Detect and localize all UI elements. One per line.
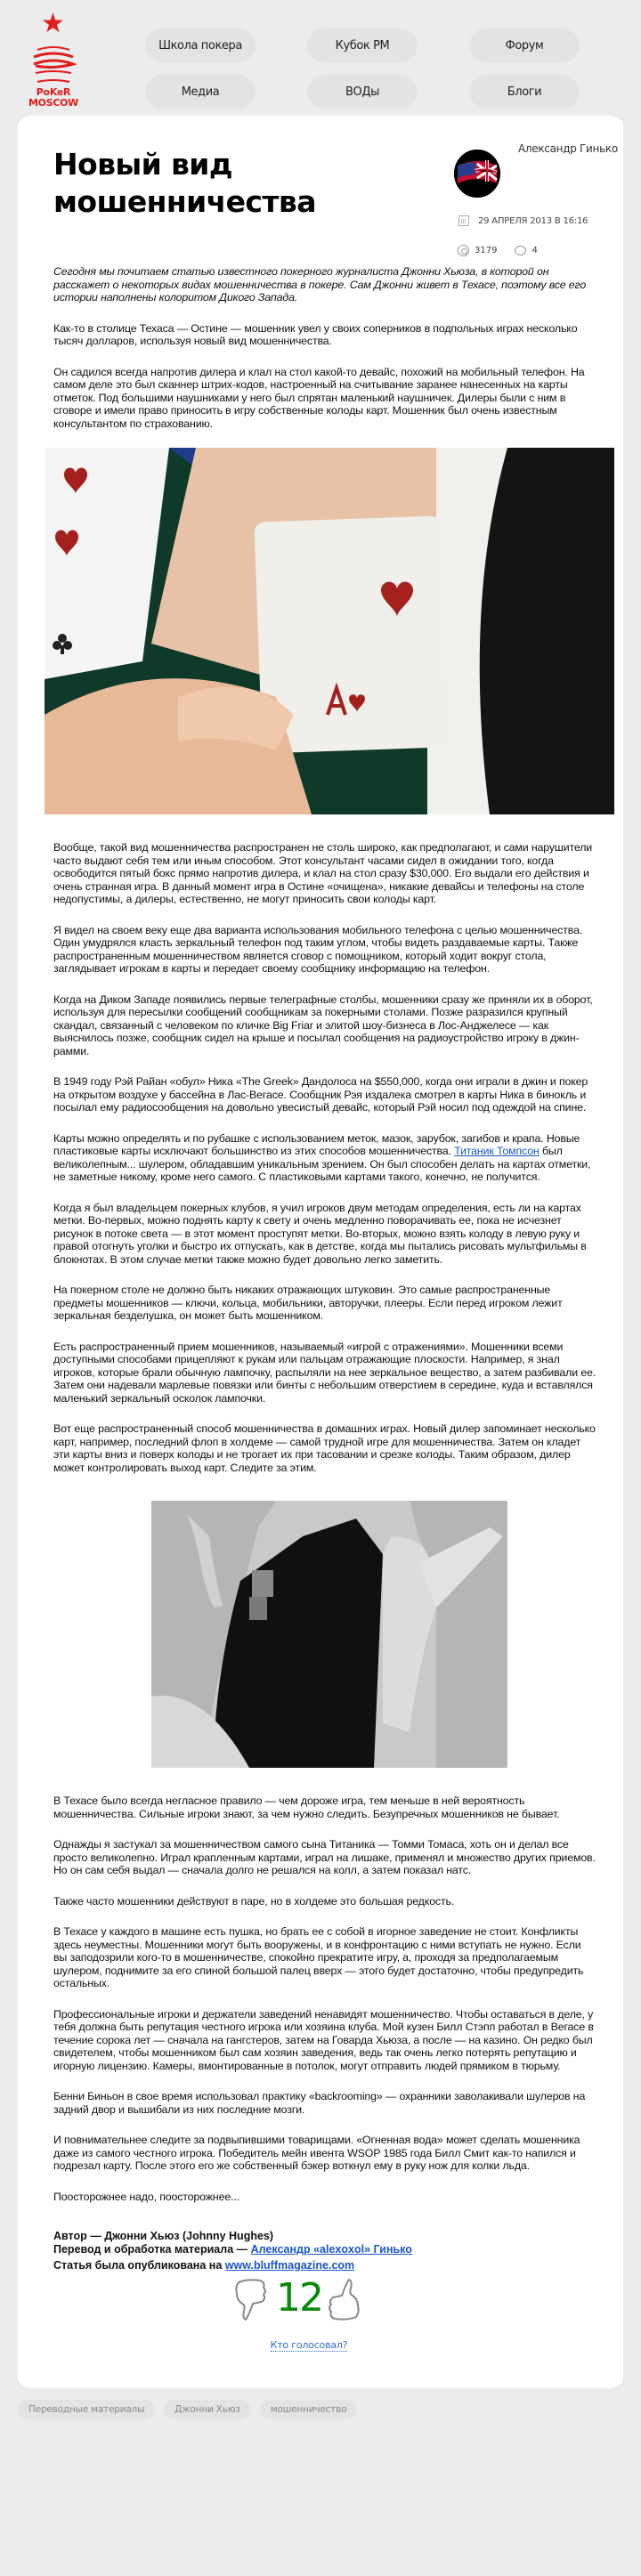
article-body-middle — [53, 841, 596, 1474]
article-body — [53, 265, 596, 430]
article-lead: Сегодня мы почитаем статью известного покерного журналиста Джонни Хьюза, в которой он расскажет о некоторых видах мошенничества в покере. Сам Джонни живет в Техасе, поэтому все его истории наполнены колоритом Дикого Запада. — [53, 265, 587, 304]
author-avatar[interactable] — [454, 150, 500, 198]
translator-link[interactable]: Александр «alexoxol» Гинько — [250, 2243, 412, 2256]
paragraph: Когда на Диком Западе появились первые телеграфные столбы, мошенники сразу же приняли их в оборот, используя для пересылки сообщений сообщникам за покерными столами. Позже разразился крупный скандал, связанный с человеком по кличке Big Friar и элитой шоу-бизнеса в Лос-Анджелесе — как выяснилось позже, сообщник сидел на крыше и посылал сообщения на радиоустройство игроку в джин-рамми. — [53, 992, 593, 1057]
logo-text-line2: MOSCOW — [28, 97, 78, 109]
nav-blogs[interactable]: Блоги — [469, 75, 580, 109]
comments-count[interactable]: 4 — [531, 246, 538, 255]
tag[interactable]: мошенничество — [260, 2400, 358, 2419]
author-name[interactable]: Александр Гинько — [518, 142, 618, 155]
source-link[interactable]: www.bluffmagazine.com — [224, 2259, 355, 2272]
publish-date — [458, 215, 588, 226]
paragraph: Также часто мошенники действуют в паре, но в холдеме это большая редкость. — [53, 1894, 455, 1908]
author-credit: Автор — Джонни Хьюз (Johnny Hughes) — [53, 2230, 274, 2242]
article-credits — [53, 2230, 588, 2272]
star-icon: ★ — [41, 8, 65, 39]
nav-vods[interactable]: ВОДы — [307, 75, 418, 109]
paragraph: Поосторожнее надо, поосторожнее... — [53, 2190, 239, 2203]
article-image-ace-in-sleeve — [45, 448, 614, 814]
paragraph: В Техасе было всегда негласное правило — чем дороже игра, тем меньше в ней вероятность мошенничества. Сильные игроки знают, за чем нужно следить. Безупречных мошенников не бывает. — [53, 1794, 560, 1820]
paragraph: Вот еще распространенный способ мошенничества в домашних играх. Новый дилер запоминает несколько карт, например, последний флоп в холдеме — самой трудной игре для мошенничества. Затем он кладет эти карты вниз и поверх колоды и не трогает их при тасовании и срезке колоды. Таким образом, дилер может контролировать выход карт. Следите за этим. — [53, 1422, 596, 1474]
titanic-thompson-link[interactable]: Титаник Томпсон — [454, 1145, 540, 1157]
tag[interactable]: Джонни Хьюз — [164, 2400, 251, 2419]
who-voted-row — [53, 2337, 588, 2353]
paragraph: Вообще, такой вид мошенничества распространен не столь широко, как предполагают, и сами нарушители часто выдают себя тем или иным способом. Этот консультант часами сидел в ожидании того, когда освободится пятый бокс прямо напротив дилера, и клал на стол сразу $30,000. Его выдали его действия и очень странная игра. В данный момент игра в Остине «очищена», никакие девайсы и телефоны на столе недопустимы, а дилеры, естественно, не могут приносить свои колоды карт. — [53, 841, 593, 905]
views-count: 3179 — [475, 246, 498, 255]
flag-icon — [454, 150, 500, 198]
paragraph: В Техасе у каждого в машине есть пушка, но брать ее с собой в игорное заведение не стоит. Конфликты здесь неуместны. Мошенники могут быть вооружены, и в конфронтацию с ними вступать не нужно. Если вы заподозрили кого-то в мошенничестве, спокойно прекратите игру, а, проходя за предполагаемым шулером, поднимите за его спиной большой палец вверх — этого будет достаточно, чтобы предупредить остальных. — [53, 1925, 584, 1989]
voting-widget — [53, 2276, 588, 2326]
article-header — [53, 142, 618, 265]
paragraph: Однажды я застукал за мошенничеством самого сына Титаника — Томми Томаса, хоть он и делал все просто великолепно. Играл крапленным картами, играл на лишаке, применял и множество других приемов. Но он сам себя выдал — сначала долго не решался на колл, а затем показал натс. — [53, 1838, 596, 1876]
paragraph: Он садился всегда напротив дилера и клал на стол какой-то девайс, похожий на мобильный телефон. На самом деле это был сканнер штрих-кодов, настроенный на считывание заранее нанесенных на карты отметок. Под большими наушниками у него был спрятан маленький наушничек. Дилеры были с ним в сговоре и имели право приносить в игру собственные колоды карт. Мошенник был очень известным консультантом по страхованию. — [53, 365, 585, 430]
published-prefix: Статья была опубликована на — [53, 2259, 225, 2272]
article-image-cards-hidden — [151, 1501, 507, 1768]
nav-cup[interactable]: Кубок PM — [307, 28, 418, 62]
article-stats — [458, 245, 543, 256]
paragraph: Бенни Биньон в свое время использовал практику «backrooming» — охранники заволакивали шулеров на задний двор и вышибали из них последние мозги. — [53, 2090, 586, 2116]
paragraph-marked-cards — [53, 1132, 596, 1184]
paragraph: И повнимательнее следите за подвыпившими товарищами. «Огненная вода» может сделать мошенника даже из самого честного игрока. Победитель мейн ивента WSOP 1985 года Билл Смит как-то напился и подрезал карту. После этого его же собственный бэкер воткнул ему в руку нож для колки льда. — [53, 2134, 580, 2172]
site-header — [0, 0, 641, 116]
paragraph: В 1949 году Рэй Райан «обул» Ника «The Greek» Дандолоса на $550,000, когда они играли в джин и покер на открытом воздухе у бассейна в Лас-Вегасе. Сообщник Рэя издалека смотрел в карты Ника в бинокль и посылал ему радиосообщения на довольно увесистый девайс, который Рэй носил под одеждой на спине. — [53, 1075, 588, 1114]
marked-cards-text-before: Карты можно определять и по рубашке с использованием меток, мазок, зарубок, загибов и крапа. Новые пластиковые карты исключают большинство из этих способов мошенничества. — [53, 1131, 580, 1157]
logo-rings-icon — [30, 46, 77, 85]
vote-score: 12 — [276, 2275, 322, 2321]
paragraph: Как-то в столице Техаса — Остине — мошенник увел у своих соперников в подпольных играх несколько тысяч долларов, используя новый вид мошенничества. — [53, 321, 578, 347]
paragraph: Есть распространенный прием мошенников, называемый «игрой с отражениями». Мошенники всеми доступными способами прицепляют к рукам или пальцам отражающие плоскости. Например, я знал игроков, которые брали обычную лампочку, распыляли на нее зеркальное вещество, а затем разбивали ее. Затем они надевали марлевые повязки или бинты с небольшим отверстием в середине, куда и вставлялся маленький зеркальный осколок лампочки. — [53, 1340, 596, 1405]
paragraph: Когда я был владельцем покерных клубов, я учил игроков двум методам определения, есть ли на картах метки. Во-первых, можно поднять карту к свету и очень медленно поворачивать ее, пока не исчезнет рисунок в потоке света — в этот момент проступят метки. Во-вторых, можно взять колоду в левую руку и правой отогнуть уголки и быстро их отпускать, как в детстве, когда мы пытались рисовать мультфильмы в блокнотах. В этом случае метки также можно будет довольно легко заметить. — [53, 1201, 587, 1266]
paragraph: На покерном столе не должно быть никаких отражающих штуковин. Это самые распространенные предметы мошенников — ключи, кольца, мобильники, авторучки, плееры. Если перед игроком лежит зеркальная безделушка, он может быть мошенником. — [53, 1284, 563, 1322]
article-card — [18, 116, 623, 2388]
logo-text — [25, 87, 82, 109]
nav-forum[interactable]: Форум — [469, 28, 580, 62]
who-voted-link[interactable]: Кто голосовал? — [270, 2339, 348, 2351]
article-body-end — [53, 1794, 596, 2203]
date-text: 29 АПРЕЛЯ 2013 В 16:16 — [478, 215, 588, 226]
source-credit — [53, 2259, 588, 2272]
article-title: Новый вид мошенничества — [53, 147, 316, 219]
paragraph: Я видел на своем веку еще два варианта использования мобильного телефона с целью мошенничества. Один умудрялся класть зеркальный телефон под таким углом, чтобы видеть раздаваемые карты. Также распространенным мошенничеством является сговор с помощником, который ходит вокруг стола, заглядывает игрокам в карты и передает своему сообщнику информацию на телефон. — [53, 923, 583, 975]
logo-text-line1: PoKeR — [36, 86, 71, 98]
calendar-icon — [458, 215, 469, 226]
comment-icon[interactable] — [515, 246, 526, 255]
main-nav — [145, 28, 588, 109]
tag[interactable]: Переводные материалы — [18, 2400, 155, 2419]
thumbs-up-icon[interactable] — [326, 2276, 361, 2321]
eye-icon — [458, 245, 469, 256]
translation-prefix: Перевод и обработка материала — — [53, 2243, 251, 2256]
paragraph: Профессиональные игроки и держатели заведений ненавидят мошенничество. Чтобы оставаться в деле, у тебя должна быть репутация честного игрока или хозяина клуба. Мой кузен Билл Стэпп работал в Вегасе в течение сорока лет — сначала на гангстеров, затем на Говарда Хьюза, а после — на казино. Он редко был свидетелем, чтобы мошенником был сам хозяин заведения, ведь так очень легко потерять репутацию и игорную лицензию. Камеры, вмонтированные в потолок, могут отправить людей прямиком в тюрьму. — [53, 2007, 594, 2072]
tag-list — [18, 2400, 641, 2419]
thumbs-down-icon[interactable] — [233, 2279, 269, 2323]
nav-media[interactable]: Медиа — [145, 75, 256, 109]
nav-school[interactable]: Школа покера — [145, 28, 256, 62]
translation-credit — [53, 2243, 588, 2256]
marked-cards-text-after: был великолепным... шулером, обладавшим уникальным зрением. Он был способен делать на картах отметки, не заметные никому, кроме него самого. С пластиковыми картами такого, конечно, не получится. — [53, 1145, 591, 1183]
site-logo[interactable] — [25, 8, 82, 109]
